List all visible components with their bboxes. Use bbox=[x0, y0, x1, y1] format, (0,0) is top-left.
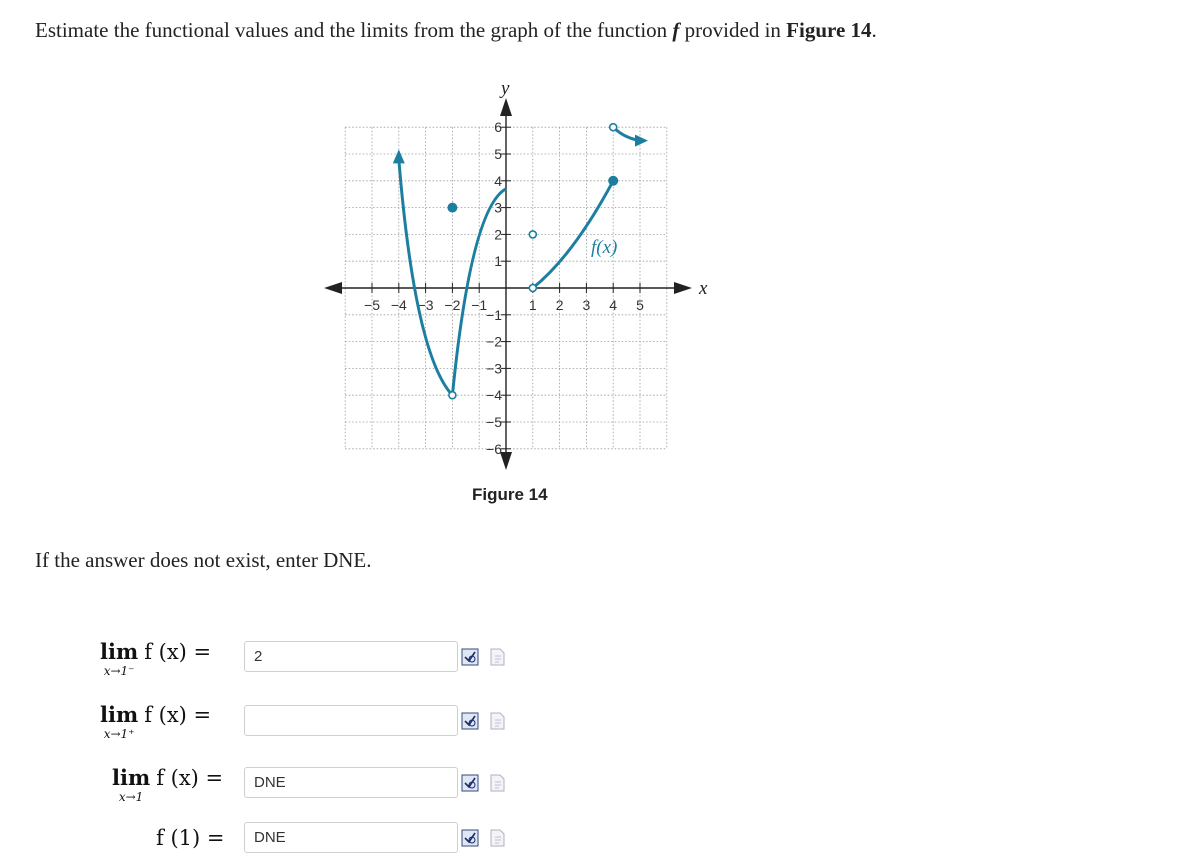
y-tick-label: 2 bbox=[494, 226, 502, 243]
y-tick-label: 4 bbox=[494, 172, 502, 189]
syntax-help-icon[interactable] bbox=[488, 829, 506, 847]
lim-subscript: x→1 bbox=[118, 790, 144, 804]
function-value-expression: f (1) = bbox=[156, 826, 225, 850]
function-graph bbox=[318, 78, 718, 478]
x-axis-arrow-left bbox=[324, 282, 342, 294]
syntax-help-icon[interactable] bbox=[488, 712, 506, 730]
x-tick-label: 5 bbox=[636, 297, 644, 313]
y-axis-label: y bbox=[501, 78, 510, 99]
question-label-2 bbox=[100, 703, 211, 741]
math-preview-icon[interactable] bbox=[461, 712, 479, 730]
answer-input-4[interactable]: DNE bbox=[244, 822, 458, 853]
curve-arrow-up bbox=[393, 149, 405, 163]
figure-caption: Figure 14 bbox=[472, 485, 548, 504]
curve-arrow-right bbox=[635, 135, 648, 147]
syntax-help-icon[interactable] bbox=[488, 648, 506, 666]
function-symbol: f bbox=[672, 18, 680, 42]
open-point bbox=[529, 285, 536, 292]
y-tick-label: 1 bbox=[494, 253, 502, 270]
open-point bbox=[610, 124, 617, 131]
prompt-text-after: . bbox=[871, 18, 877, 42]
y-tick-label: −2 bbox=[486, 333, 502, 350]
problem-statement bbox=[35, 18, 877, 43]
limit-expression: f (x) = bbox=[144, 640, 212, 664]
dne-instruction: If the answer does not exist, enter DNE. bbox=[35, 548, 372, 572]
y-tick-label: −6 bbox=[486, 440, 502, 457]
math-preview-icon[interactable] bbox=[461, 774, 479, 792]
y-tick-label: 6 bbox=[494, 119, 502, 136]
closed-point bbox=[448, 203, 457, 212]
answer-input-2[interactable] bbox=[244, 705, 458, 736]
y-tick-label: 3 bbox=[494, 199, 502, 216]
limit-expression: f (x) = bbox=[156, 766, 224, 790]
x-tick-label: 3 bbox=[582, 297, 591, 313]
open-point bbox=[529, 231, 536, 238]
open-point bbox=[449, 392, 456, 399]
x-axis-arrow-right bbox=[674, 282, 692, 294]
x-tick-label: −1 bbox=[471, 297, 488, 313]
answer-input-1[interactable]: 2 bbox=[244, 641, 458, 672]
lim-subscript: x→1⁺ bbox=[103, 727, 135, 741]
closed-point bbox=[609, 176, 618, 185]
y-tick-label: 5 bbox=[494, 146, 502, 162]
answer-input-3[interactable]: DNE bbox=[244, 767, 458, 798]
x-tick-label: −2 bbox=[444, 297, 461, 313]
x-tick-label: 4 bbox=[609, 297, 618, 313]
y-tick-label: −1 bbox=[486, 306, 502, 323]
syntax-help-icon[interactable] bbox=[488, 774, 506, 792]
x-tick-label: −4 bbox=[390, 297, 407, 313]
lim-subscript: x→1⁻ bbox=[103, 664, 135, 678]
lim-word: lim bbox=[100, 639, 139, 664]
x-tick-label: −5 bbox=[364, 297, 380, 313]
y-axis-arrow-up bbox=[500, 98, 512, 116]
figure-reference: Figure 14 bbox=[786, 18, 872, 42]
x-tick-label: 1 bbox=[528, 297, 537, 313]
x-axis-label: x bbox=[699, 278, 708, 299]
y-tick-label: −5 bbox=[486, 414, 502, 430]
prompt-text-before: Estimate the functional values and the limits from the graph of the function bbox=[35, 18, 673, 42]
x-tick-label: 2 bbox=[555, 297, 564, 313]
lim-word: lim bbox=[100, 702, 139, 727]
math-preview-icon[interactable] bbox=[461, 648, 479, 666]
question-label-4 bbox=[150, 826, 224, 850]
x-tick-label: −3 bbox=[417, 297, 434, 313]
curve-label: f(x) bbox=[591, 237, 618, 258]
y-tick-label: −3 bbox=[486, 360, 502, 377]
question-label-3 bbox=[112, 766, 223, 804]
prompt-text-middle: provided in bbox=[679, 18, 787, 42]
math-preview-icon[interactable] bbox=[461, 829, 479, 847]
y-tick-label: −4 bbox=[486, 387, 502, 404]
lim-word: lim bbox=[112, 765, 151, 790]
limit-expression: f (x) = bbox=[144, 703, 212, 727]
question-label-1 bbox=[100, 640, 211, 678]
